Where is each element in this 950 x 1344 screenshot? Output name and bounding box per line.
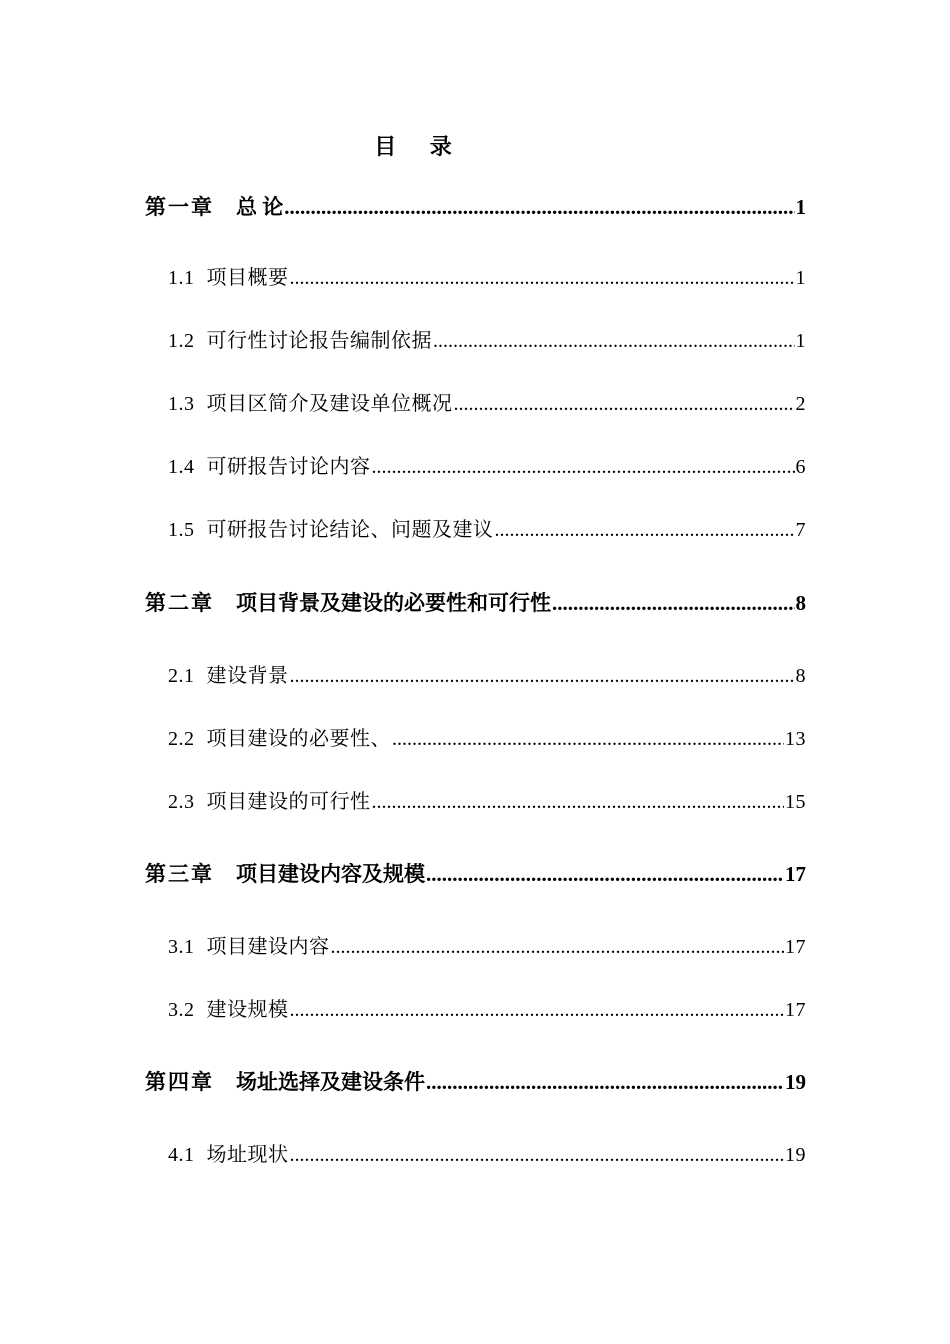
toc-page-number: 8 <box>795 591 806 615</box>
toc-number: 第二章 <box>145 591 214 615</box>
toc-page-number: 6 <box>795 456 806 478</box>
dot-leader <box>284 192 794 222</box>
toc-chapter-1[interactable] <box>145 192 806 222</box>
toc-label: 总 论 <box>236 195 284 219</box>
dot-leader <box>495 515 795 545</box>
toc-label: 项目建设的可行性 <box>206 791 371 813</box>
toc-page-number: 17 <box>785 936 806 958</box>
dot-leader <box>454 389 795 419</box>
toc-section-1-1[interactable] <box>168 263 806 293</box>
toc-page-number: 1 <box>795 267 806 289</box>
dot-leader <box>426 1067 784 1097</box>
toc-page-number: 19 <box>785 1070 806 1094</box>
dot-leader <box>552 588 795 618</box>
toc-number: 1.1 <box>168 267 195 289</box>
toc-number: 4.1 <box>168 1144 195 1166</box>
toc-section-2-2[interactable] <box>168 724 806 754</box>
dot-leader <box>290 263 795 293</box>
toc-number: 1.4 <box>168 456 195 478</box>
toc-chapter-3[interactable] <box>145 859 806 889</box>
toc-label: 项目建设的必要性、 <box>206 728 391 750</box>
toc-section-1-2[interactable] <box>168 326 806 356</box>
dot-leader <box>426 859 784 889</box>
toc-number: 2.2 <box>168 728 195 750</box>
toc-label: 建设规模 <box>206 999 289 1021</box>
toc-label: 可研报告讨论内容 <box>206 456 371 478</box>
toc-number: 3.1 <box>168 936 195 958</box>
toc-label: 可行性讨论报告编制依据 <box>206 330 432 352</box>
toc-section-4-1[interactable] <box>168 1140 806 1170</box>
dot-leader <box>372 787 785 817</box>
toc-page-number: 2 <box>795 393 806 415</box>
toc-section-2-3[interactable] <box>168 787 806 817</box>
toc-number: 第一章 <box>145 195 214 219</box>
toc-label: 项目建设内容 <box>206 936 330 958</box>
toc-page-number: 1 <box>795 195 806 219</box>
toc-number: 第三章 <box>145 862 214 886</box>
toc-number: 1.2 <box>168 330 195 352</box>
toc-section-1-3[interactable] <box>168 389 806 419</box>
toc-label: 可研报告讨论结论、问题及建议 <box>206 519 494 541</box>
toc-chapter-4[interactable] <box>145 1067 806 1097</box>
toc-page-number: 1 <box>795 330 806 352</box>
dot-leader <box>433 326 795 356</box>
toc-label: 建设背景 <box>206 665 289 687</box>
dot-leader <box>290 995 785 1025</box>
toc-section-3-2[interactable] <box>168 995 806 1025</box>
toc-number: 第四章 <box>145 1070 214 1094</box>
toc-page-number: 13 <box>785 728 806 750</box>
toc-chapter-2[interactable] <box>145 588 806 618</box>
toc-label: 场址现状 <box>206 1144 289 1166</box>
toc-label: 项目区简介及建设单位概况 <box>206 393 453 415</box>
toc-section-1-4[interactable] <box>168 452 806 482</box>
toc-label: 项目背景及建设的必要性和可行性 <box>236 591 551 615</box>
toc-page-number: 17 <box>785 862 806 886</box>
toc-section-3-1[interactable] <box>168 932 806 962</box>
toc-page-number: 17 <box>785 999 806 1021</box>
toc-page-number: 15 <box>785 791 806 813</box>
toc-number: 2.3 <box>168 791 195 813</box>
dot-leader <box>331 932 785 962</box>
toc-number: 1.3 <box>168 393 195 415</box>
toc-page-number: 7 <box>795 519 806 541</box>
toc-label: 场址选择及建设条件 <box>236 1070 425 1094</box>
toc-title: 目 录 <box>374 134 466 159</box>
toc-number: 2.1 <box>168 665 195 687</box>
dot-leader <box>290 661 795 691</box>
toc-page-number: 19 <box>785 1144 806 1166</box>
toc-label: 项目建设内容及规模 <box>236 862 425 886</box>
toc-section-1-5[interactable] <box>168 515 806 545</box>
dot-leader <box>290 1140 785 1170</box>
toc-section-2-1[interactable] <box>168 661 806 691</box>
toc-number: 1.5 <box>168 519 195 541</box>
dot-leader <box>392 724 784 754</box>
toc-label: 项目概要 <box>206 267 289 289</box>
toc-number: 3.2 <box>168 999 195 1021</box>
toc-page-number: 8 <box>795 665 806 687</box>
dot-leader <box>372 452 795 482</box>
